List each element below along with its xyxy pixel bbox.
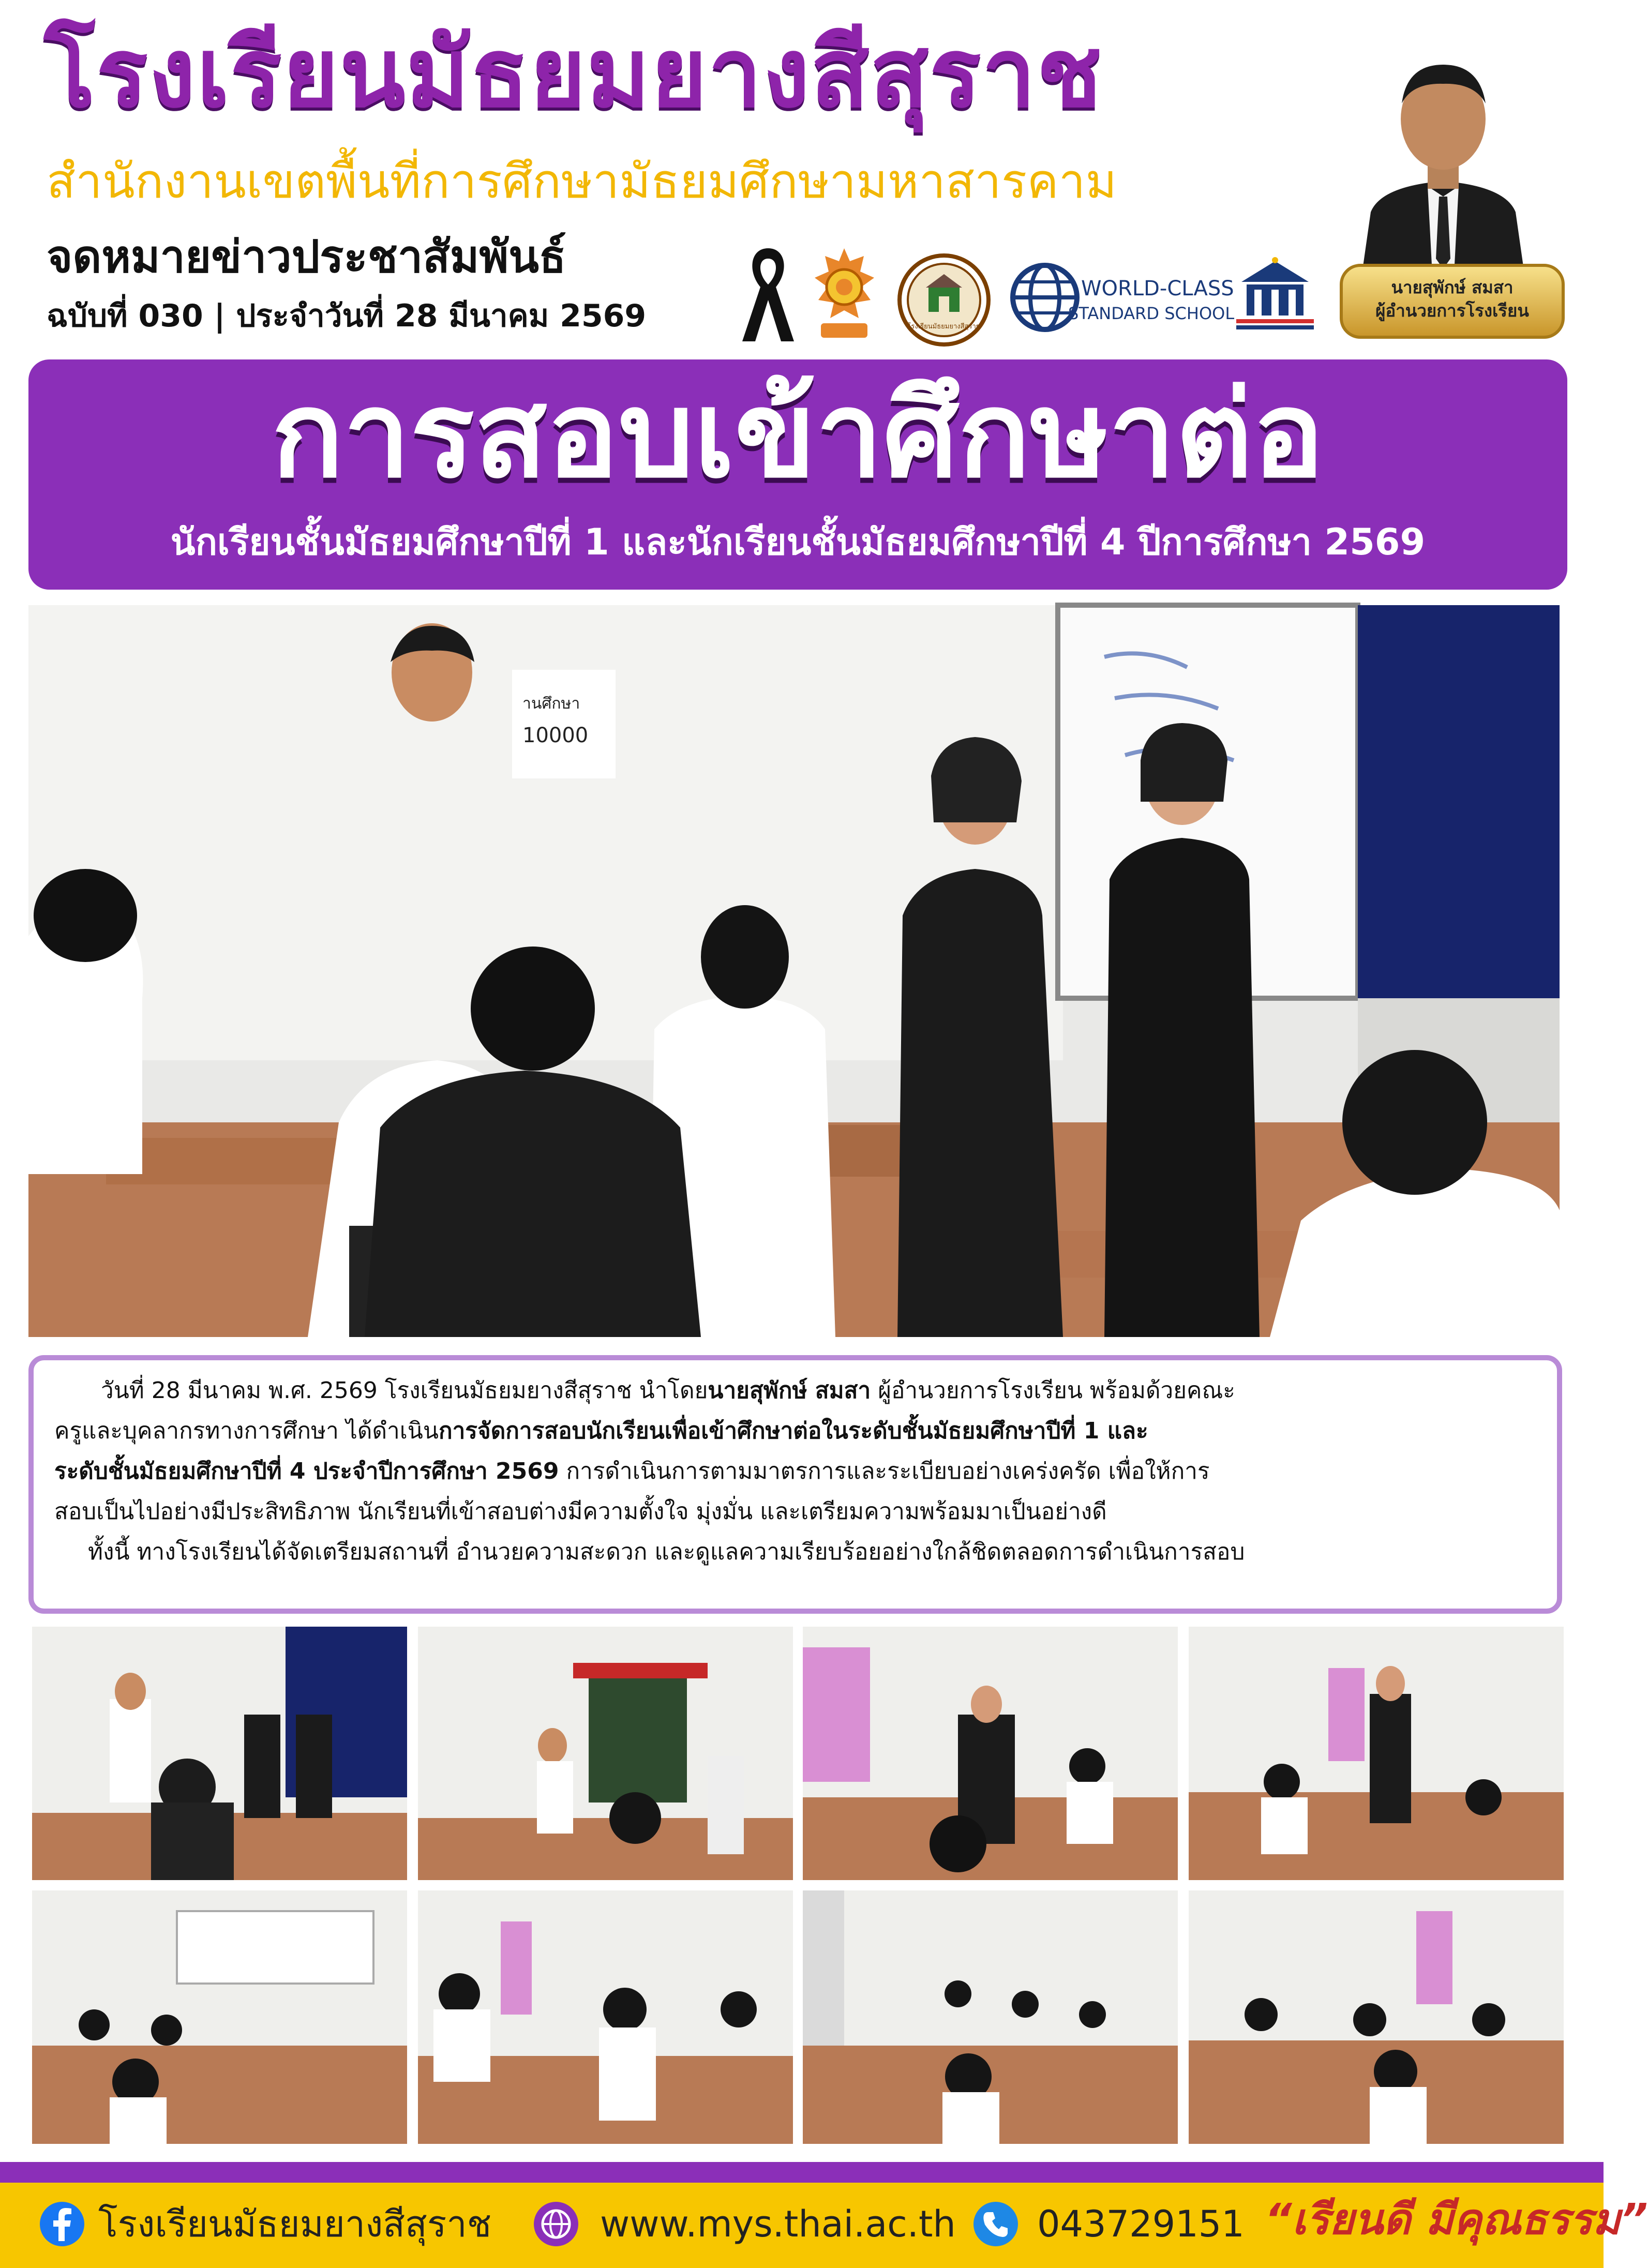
school-seal-logo	[897, 253, 991, 347]
facebook-icon[interactable]	[39, 2201, 85, 2247]
wcs-line1: WORLD-CLASS	[1081, 277, 1234, 301]
obec-emblem-icon	[810, 246, 879, 344]
gallery-photo	[803, 1627, 1178, 1880]
gallery-photo	[418, 1890, 793, 2144]
article-line-3: ระดับชั้นมัธยมศึกษาปีที่ 4 ประจำปีการศึกษา 2569 การดำเนินการตามมาตรการและระเบียบอย่างเคร่งครัด เพื่อให้การ	[54, 1458, 1210, 1484]
footer-facebook-link[interactable]: โรงเรียนมัธยมยางสีสุราช	[98, 2203, 492, 2245]
director-position: ผู้อำนวยการโรงเรียน	[1375, 300, 1529, 321]
gallery-photo	[32, 1627, 407, 1880]
issue-line: ฉบับที่ 030 | ประจำวันที่ 28 มีนาคม 2569	[47, 298, 647, 334]
school-hall-logo-icon	[1231, 256, 1319, 334]
world-class-school-logo	[1006, 256, 1235, 344]
seal-caption: โรงเรียนมัธยมยางสีสุราช	[907, 323, 981, 331]
school-motto: “เรียนดี มีคุณธรรม”	[1265, 2195, 1648, 2244]
wall-sign-line2: 10000	[522, 724, 589, 747]
banner-title: การสอบเข้าศึกษาต่อ	[272, 366, 1324, 504]
wcs-line2: STANDARD SCHOOL	[1068, 304, 1235, 323]
director-photo	[1350, 41, 1536, 284]
gallery-photo	[803, 1890, 1178, 2144]
article-line-4: สอบเป็นไปอย่างมีประสิทธิภาพ นักเรียนที่เข้าสอบต่างมีความตั้งใจ มุ่งมั่น และเตรียมความพร้อมมาเป็นอย่างดี	[54, 1498, 1107, 1525]
director-name-bold: นายสุพักษ์ สมสา	[708, 1377, 871, 1404]
office-name: สำนักงานเขตพื้นที่การศึกษามัธยมศึกษามหาสารคาม	[47, 154, 1117, 209]
phone-icon[interactable]	[972, 2201, 1019, 2247]
director-name: นายสุพักษ์ สมสา	[1391, 277, 1514, 297]
newsletter-label: จดหมายข่าวประชาสัมพันธ์	[47, 231, 566, 283]
gallery-photo	[1189, 1890, 1564, 2144]
article-line-1: วันที่ 28 มีนาคม พ.ศ. 2569 โรงเรียนมัธยมยางสีสุราช นำโดยนายสุพักษ์ สมสา ผู้อำนวยการโรงเรียน พร้อมด้วยคณะ	[101, 1377, 1235, 1404]
director-nameplate	[1340, 264, 1565, 339]
school-name: โรงเรียนมัธยมยางสีสุราช	[44, 17, 1103, 129]
gallery-photo	[32, 1890, 407, 2144]
globe-icon	[1006, 259, 1084, 336]
wall-sign-line1: านศึกษา	[522, 695, 580, 713]
footer-stripe	[0, 2162, 1604, 2183]
gallery-photo	[1189, 1627, 1564, 1880]
mourning-ribbon-icon	[737, 243, 799, 347]
footer-website-link[interactable]: www.mys.thai.ac.th	[600, 2203, 956, 2245]
main-photo	[28, 605, 1560, 1337]
banner-subtitle: นักเรียนชั้นมัธยมศึกษาปีที่ 1 และนักเรียนชั้นมัธยมศึกษาปีที่ 4 ปีการศึกษา 2569	[170, 521, 1426, 563]
globe-icon[interactable]	[533, 2201, 579, 2247]
article-line-2: ครูและบุคลากรทางการศึกษา ได้ดำเนินการจัดการสอบนักเรียนเพื่อเข้าศึกษาต่อในระดับชั้นมัธยมศึกษาปีที่ 1 และ	[54, 1418, 1148, 1444]
footer-phone-link[interactable]: 043729151	[1037, 2203, 1245, 2245]
gallery-photo	[418, 1627, 793, 1880]
article-line-5: ทั้งนี้ ทางโรงเรียนได้จัดเตรียมสถานที่ อำนวยความสะดวก และดูแลความเรียบร้อยอย่างใกล้ชิดตลอดการดำเนินการสอบ	[88, 1539, 1245, 1565]
